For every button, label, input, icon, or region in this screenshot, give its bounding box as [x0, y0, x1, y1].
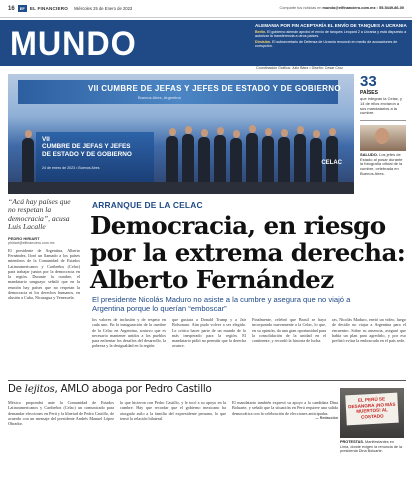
- section-rule: [8, 380, 406, 381]
- contact-separator: •: [376, 6, 379, 10]
- pull-quote: “Acá hay países que no respetan la democracia”, acusa Luis Lacalle: [8, 197, 71, 232]
- second-headline-prefix: De: [8, 384, 25, 395]
- masthead-item: [255, 40, 407, 49]
- author-name: PEDRO HIRIART: [8, 235, 40, 241]
- masthead-item-label: Dimisión.: [255, 39, 272, 44]
- story-column: los valores de inclusión y de respeto en cada uno. En la inauguración de la cumbre de la Celac en Argentina, sostuvo que es necesario mantener unidos a los pueblos para enfrentar los desafíos del desarrollo, la pobreza y la desigualdad en la región.: [92, 317, 166, 349]
- person-figure: [246, 133, 258, 182]
- person-figure: [262, 136, 274, 182]
- second-headline-rest: , AMLO aboga por Pedro Castillo: [54, 384, 212, 395]
- quote-body: El presidente de Argentina, Alberto Fernández, lloró un llamado a los países miembros de la Comunidad de Estados Latinoamericanos y Caribeños (Celac) para trabajar juntos por la democracia en la región. Durante la cumbre, el mandatario uruguayo señaló que en la reunión hay países que no respetan la democracia ni los derechos humanos, en alusión a Cuba, Nicaragua y Venezuela.: [8, 247, 80, 301]
- contact-label: Comparte tus noticias en: [279, 6, 322, 10]
- story-column: que gustara a Donald Trump y a Jair Bolsonaro. Aún pudo volver a ser elegido. Le critica hacer parte de un mundo de lo más inesperado para la región. El mandatario pidió no permitir que la derecha avance.: [172, 317, 246, 349]
- masthead-news: [255, 23, 407, 48]
- story-columns: [92, 317, 406, 349]
- person-figure: [214, 135, 226, 182]
- masthead-item-label: Berlín.: [255, 29, 267, 34]
- paper-name: EL FINANCIERO: [29, 6, 69, 11]
- banner-text: VII CUMBRE DE JEFAS Y JEFES DE ESTADO Y DE GOBIERNO: [88, 84, 341, 93]
- celac-logo: CELAC: [321, 160, 342, 166]
- second-headline-italic: lejitos: [24, 384, 55, 395]
- contact-phone: 55-5449-86-00: [379, 6, 404, 10]
- person-figure: [230, 138, 242, 182]
- protest-sign: [345, 393, 398, 426]
- photo-caption: [340, 440, 404, 454]
- masthead-item-text: El subsecretario de Defensa de Ucrania renunció en medio de acusaciones de corrupción.: [255, 39, 398, 49]
- side-note: [360, 153, 406, 177]
- coordination-credit: Coordinación Gráfica: Julio Báez • Diseño: Cesar Cruz: [256, 66, 343, 70]
- podium-subtext: 24 de enero de 2023 • Buenos Aires: [42, 166, 100, 170]
- banner-subtext: Buenos Aires, Argentina: [138, 95, 181, 100]
- section-title: MUNDO: [10, 25, 137, 63]
- masthead-item-text: El gobierno alemán aprobó el envío de tanques Leopard 2 a Ucrania y está dispuesto a autorizar la transferencia a otros países.: [255, 29, 407, 38]
- standfirst: El presidente Nicolás Maduro no asiste a la cumbre y asegura que no viajó a Argentina porque lo querían “emboscar”: [92, 295, 351, 313]
- story-column: México propondrá ante la Comunidad de Estados Latinoamericanos y Caribeños (Celac) un comunicado para demandar elecciones en Perú y la libertad de Pedro Castillo, de acuerdo con un mensaje del presidente Andrés Manuel López Obrador.: [8, 400, 114, 427]
- story-kicker: ARRANQUE DE LA CELAC: [92, 200, 203, 210]
- quote-column: [8, 198, 80, 301]
- portrait-photo: [360, 125, 406, 151]
- person-figure: [310, 138, 322, 182]
- story-column-text: El mandatario también expresó su apoyo a la candidata Dina Boluarte, y señaló que la situación en Perú requiere una salida democrática con la celebración de elecciones anticipadas.: [232, 400, 338, 416]
- paper-logo: EF: [19, 6, 25, 11]
- stage-floor: [8, 182, 354, 194]
- right-sidebar: [360, 74, 406, 177]
- section-masthead: [0, 20, 412, 66]
- caption-label: PROTESTAS.: [340, 440, 364, 444]
- masthead-item: [255, 30, 407, 39]
- protest-photo: [340, 388, 404, 438]
- byline: — Redacción: [315, 415, 338, 420]
- side-note-text: Los jefes de Estado al posar durante la fotografía oficial de la cumbre, celebrada en Buenos Aires.: [360, 151, 403, 176]
- stat-label: PAÍSES: [360, 90, 378, 96]
- main-headline: Democracia, en riesgo por la extrema derecha: Alberto Fernández: [90, 211, 406, 294]
- podium-line: DE ESTADO Y DE GOBIERNO: [42, 150, 132, 158]
- person-figure: [198, 137, 210, 182]
- contact-line: [279, 6, 404, 10]
- person-figure: [166, 136, 178, 182]
- story-column: lo que hicieron con Pedro Castillo, y le tocó a su apoyo en la cumbre. Hay que recordar que el gobierno mexicano ha otorgado asilo a la familia del expresidente peruano, lo que tensó la relación bilateral.: [120, 400, 226, 421]
- protest-sign-text: EL PERÚ SE DESANGRA ¡NO MÁS MUERTOS! AL COSTADO: [348, 396, 396, 420]
- divider: [360, 120, 406, 121]
- main-photo: [8, 74, 354, 194]
- caption-text: Manifestantes en Lima, donde exigen la renuncia de la presidenta Dina Boluarte.: [340, 440, 403, 454]
- person-figure: [278, 137, 290, 182]
- person-figure: [22, 138, 34, 182]
- page-number: 16: [8, 5, 15, 12]
- podium-line: VII: [42, 136, 50, 143]
- story-column: [232, 400, 338, 426]
- side-note-label: SALUDO.: [360, 151, 378, 157]
- stat-text: que integran la Celac, y 14 de ellos enviaron a sus mandatarios a la cumbre.: [360, 96, 403, 116]
- stat-number: 33: [360, 73, 377, 90]
- person-figure: [182, 134, 194, 182]
- podium-line: CUMBRE DE JEFAS Y JEFES: [42, 143, 131, 151]
- author-email[interactable]: phiriart@elfinanciero.com.mx: [8, 240, 55, 245]
- second-story-columns: [8, 400, 338, 426]
- top-strip: [0, 0, 412, 18]
- masthead-headline: ALEMANIA POR FIN ACEPTARÍA EL ENVÍO DE TANQUES A UCRANIA: [255, 23, 407, 28]
- podium-text: [42, 136, 132, 158]
- issue-date: Miércoles 25 de Enero de 2023: [74, 6, 133, 11]
- photo-banner: [18, 80, 341, 104]
- podium-sign: [36, 132, 154, 182]
- second-headline: [8, 384, 212, 395]
- person-figure: [294, 134, 306, 182]
- contact-email[interactable]: mundo@elfinanciero.com.mx: [322, 6, 376, 10]
- story-column: ras, Nicolás Maduro, envió un video, luego de decidir no viajar a Argentina para el encuentro. Sobre su ausencia, aseguró que había un plan para agredirlo, y por eso prefirió evitar la emboscada en el país sede.: [332, 317, 406, 344]
- crowd: [16, 122, 346, 182]
- person-figure: [326, 136, 338, 182]
- story-column: Finalmente, celebró que Brasil se haya incorporado nuevamente a la Celac, lo que, en su opinión, da una gran oportunidad para la consolidación de la unidad en el continente, y recordó la historia de lucha.: [252, 317, 326, 344]
